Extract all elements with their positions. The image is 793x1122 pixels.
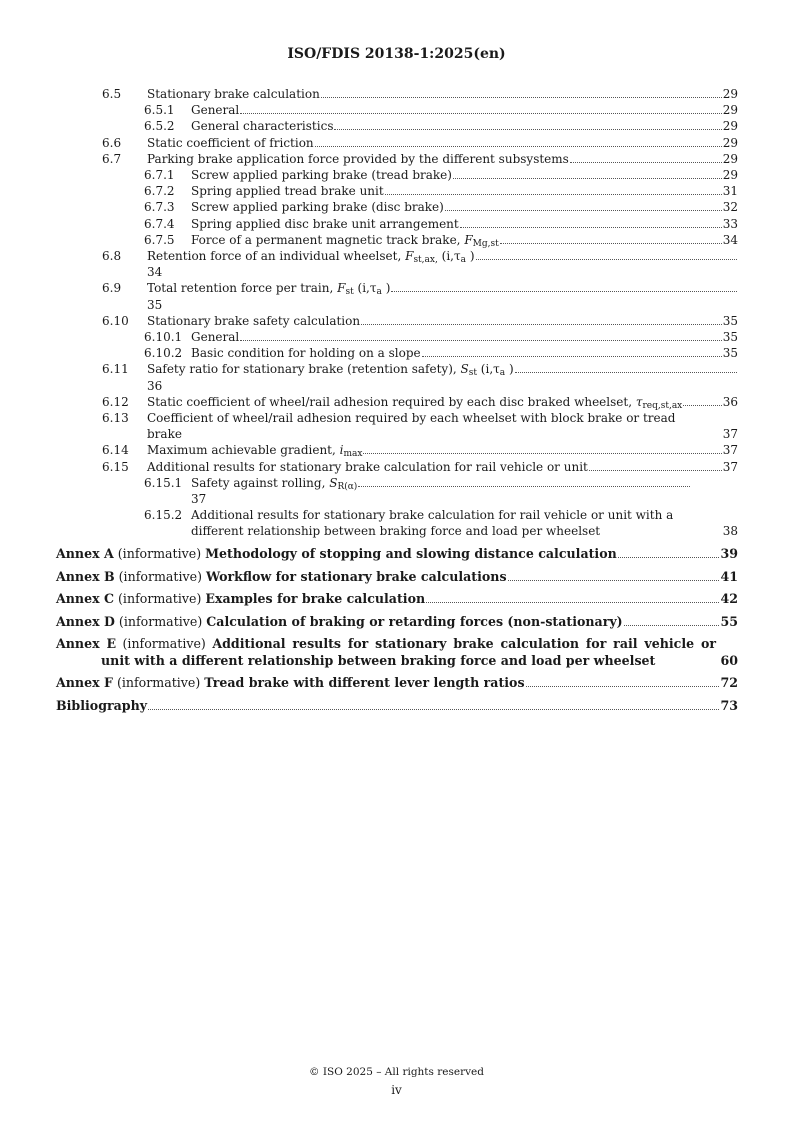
toc-title: Screw applied parking brake (disc brake) bbox=[191, 200, 444, 215]
toc-page: 35 bbox=[722, 313, 738, 328]
toc-entry-6-7[interactable] bbox=[56, 151, 738, 167]
annex-list bbox=[56, 546, 738, 691]
toc-page: 73 bbox=[720, 697, 738, 713]
annex-title: Additional results for stationary brake calculation for rail vehicle or unit with a different relationship between braking force and load per wheelset bbox=[101, 636, 716, 668]
toc-title bbox=[56, 614, 623, 630]
toc-entry-6-10-1[interactable] bbox=[56, 329, 738, 345]
toc-entry-6-7-5[interactable] bbox=[56, 232, 738, 248]
toc-number: 6.5.2 bbox=[144, 119, 175, 134]
toc-number: 6.5 bbox=[102, 87, 122, 101]
toc-title: Coefficient of wheel/rail adhesion required by each wheelset with block brake or tread brake bbox=[147, 411, 676, 442]
toc-page: 35 bbox=[722, 330, 738, 345]
toc-title: Additional results for stationary brake calculation for rail vehicle or unit with a different relationship between braking force and load per wheelset bbox=[191, 508, 674, 539]
toc-page: 29 bbox=[722, 151, 738, 166]
toc-number: 6.15.1 bbox=[144, 475, 183, 490]
annex-label: Annex B bbox=[56, 568, 115, 584]
toc-entry-annex[interactable] bbox=[56, 636, 738, 668]
toc-title: Bibliography bbox=[56, 697, 148, 713]
toc-entry-6-5-2[interactable] bbox=[56, 118, 738, 134]
toc-entry-bibliography[interactable] bbox=[56, 698, 738, 714]
toc-title bbox=[56, 546, 617, 562]
annex-title: Examples for brake calculation bbox=[205, 591, 426, 607]
toc-title bbox=[56, 569, 507, 585]
toc-title: Additional results for stationary brake calculation for rail vehicle or unit bbox=[147, 459, 588, 474]
toc-number: 6.7.2 bbox=[144, 184, 175, 199]
toc-entry-6-9[interactable] bbox=[56, 280, 738, 312]
page-number: iv bbox=[391, 1083, 402, 1097]
toc-entry-6-5-1[interactable] bbox=[56, 102, 738, 118]
toc-entry-6-10[interactable] bbox=[56, 313, 738, 329]
toc-page: 41 bbox=[720, 568, 738, 584]
toc-entry-6-13[interactable] bbox=[56, 410, 738, 442]
toc-page: 60 bbox=[720, 652, 738, 668]
toc-number: 6.10.2 bbox=[144, 346, 183, 361]
toc-number: 6.13 bbox=[102, 411, 129, 426]
toc-entry-6-6[interactable] bbox=[56, 135, 738, 151]
toc-page: 29 bbox=[722, 119, 738, 134]
toc-number: 6.7.5 bbox=[144, 232, 175, 247]
toc-page: 37 bbox=[722, 443, 738, 458]
annex-informative: (informative) bbox=[113, 546, 206, 562]
annex-title: Workflow for stationary brake calculations bbox=[205, 568, 507, 584]
toc-title bbox=[56, 675, 525, 691]
toc-page: 31 bbox=[722, 184, 738, 199]
toc-title: Stationary brake calculation bbox=[147, 87, 320, 101]
toc-title: Static coefficient of wheel/rail adhesion required by each disc braked wheelset, $\tau_{req,st,ax}$ bbox=[147, 394, 683, 411]
toc-entry-6-15-2[interactable] bbox=[56, 507, 738, 539]
toc-entry-6-14[interactable] bbox=[56, 442, 738, 458]
toc-title: Maximum achievable gradient, $i_{max}$ bbox=[147, 443, 363, 460]
annex-label: Annex D bbox=[56, 613, 115, 629]
toc-page: 35 bbox=[722, 346, 738, 361]
toc-title: Safety ratio for stationary brake (retention safety), $S_{st}$ ($i,\tau_a$ ) bbox=[147, 362, 514, 379]
toc-title bbox=[56, 591, 425, 607]
toc-title: Parking brake application force provided by the different subsystems bbox=[147, 151, 569, 166]
copyright-notice: © ISO 2025 – All rights reserved bbox=[309, 1066, 484, 1078]
toc-entry-6-15[interactable] bbox=[56, 459, 738, 475]
toc-page: 55 bbox=[720, 613, 738, 629]
toc-page: 37 bbox=[191, 492, 207, 507]
annex-label: Annex A bbox=[56, 546, 114, 562]
annex-label: Annex C bbox=[56, 591, 115, 607]
document-header: ISO/FDIS 20138-1:2025(en) bbox=[287, 46, 506, 62]
annex-informative: (informative) bbox=[114, 591, 206, 607]
toc-page: 38 bbox=[722, 524, 738, 539]
toc-entry-6-7-1[interactable] bbox=[56, 167, 738, 183]
toc-entry-6-5[interactable] bbox=[56, 86, 738, 102]
toc-entry-6-8[interactable] bbox=[56, 248, 738, 280]
toc-page: 42 bbox=[720, 591, 738, 607]
toc-entry-6-10-2[interactable] bbox=[56, 345, 738, 361]
toc-number: 6.7.3 bbox=[144, 200, 175, 215]
toc-number: 6.7 bbox=[102, 151, 122, 166]
annex-informative: (informative) bbox=[114, 568, 206, 584]
toc-number: 6.9 bbox=[102, 281, 122, 296]
toc-number: 6.11 bbox=[102, 362, 129, 377]
toc-entry-6-7-2[interactable] bbox=[56, 183, 738, 199]
toc-page: 39 bbox=[720, 546, 738, 562]
toc-entry-6-15-1[interactable] bbox=[56, 475, 738, 507]
toc-number: 6.8 bbox=[102, 249, 122, 264]
toc-entry-annex[interactable] bbox=[56, 591, 738, 607]
toc-entry-6-7-4[interactable] bbox=[56, 216, 738, 232]
toc-title: Spring applied tread brake unit bbox=[191, 184, 384, 199]
toc-number: 6.6 bbox=[102, 135, 122, 150]
toc-title: General bbox=[191, 330, 240, 345]
toc-page: 34 bbox=[722, 232, 738, 247]
annex-label: Annex E bbox=[56, 636, 117, 652]
toc-title: General characteristics bbox=[191, 119, 334, 134]
toc-number: 6.10.1 bbox=[144, 330, 183, 345]
toc-entry-6-12[interactable] bbox=[56, 394, 738, 410]
toc-title: Basic condition for holding on a slope bbox=[191, 346, 421, 361]
toc-page: 34 bbox=[147, 265, 163, 280]
annex-title: Calculation of braking or retarding forces (non-stationary) bbox=[206, 613, 623, 629]
toc-entry-6-7-3[interactable] bbox=[56, 199, 738, 215]
toc-entry-annex[interactable] bbox=[56, 569, 738, 585]
toc-title: Static coefficient of friction bbox=[147, 135, 314, 150]
toc-title bbox=[56, 636, 738, 668]
toc-entry-annex[interactable] bbox=[56, 675, 738, 691]
toc-number: 6.7.1 bbox=[144, 168, 175, 183]
annex-informative: (informative) bbox=[116, 636, 213, 652]
toc-number: 6.5.1 bbox=[144, 103, 175, 118]
toc-title: Retention force of an individual wheelset, $F_{st,ax,}$ ($i,\tau_a$ ) bbox=[147, 249, 475, 266]
toc-entry-6-11[interactable] bbox=[56, 361, 738, 393]
annex-label: Annex F bbox=[56, 675, 113, 691]
toc-page: 32 bbox=[722, 200, 738, 215]
toc-number: 6.14 bbox=[102, 443, 129, 458]
toc-page: 35 bbox=[147, 297, 163, 312]
toc-entry-annex[interactable] bbox=[56, 614, 738, 630]
toc-number: 6.15.2 bbox=[144, 508, 183, 523]
annex-title: Tread brake with different lever length ratios bbox=[204, 675, 525, 691]
toc-title: Spring applied disc brake unit arrangement bbox=[191, 216, 459, 231]
toc-title: Stationary brake safety calculation bbox=[147, 313, 361, 328]
toc-page: 29 bbox=[722, 135, 738, 150]
toc-number: 6.7.4 bbox=[144, 216, 175, 231]
toc-title: Screw applied parking brake (tread brake) bbox=[191, 168, 452, 183]
toc-number: 6.10 bbox=[102, 313, 129, 328]
toc-number: 6.12 bbox=[102, 394, 129, 409]
toc-title: General bbox=[191, 103, 240, 118]
toc-title: Safety against rolling, $S_{R(\alpha)}$ bbox=[191, 475, 358, 492]
toc-page: 33 bbox=[722, 216, 738, 231]
toc-title: Total retention force per train, $F_{st}$ ($i,\tau_a$ ) bbox=[147, 281, 391, 298]
annex-informative: (informative) bbox=[112, 675, 205, 691]
toc-page: 36 bbox=[722, 394, 738, 409]
table-of-contents bbox=[56, 86, 738, 714]
toc-page: 29 bbox=[722, 168, 738, 183]
toc-entry-annex[interactable] bbox=[56, 546, 738, 562]
toc-title: Force of a permanent magnetic track brake, $F_{Mg,st}$ bbox=[191, 232, 499, 249]
annex-informative: (informative) bbox=[114, 613, 207, 629]
toc-page: 37 bbox=[722, 427, 738, 442]
annex-title: Methodology of stopping and slowing distance calculation bbox=[205, 546, 617, 562]
toc-page: 37 bbox=[722, 459, 738, 474]
toc-page: 36 bbox=[147, 378, 163, 393]
toc-page: 72 bbox=[720, 675, 738, 691]
toc-page: 29 bbox=[722, 103, 738, 118]
toc-number: 6.15 bbox=[102, 459, 129, 474]
toc-page: 29 bbox=[722, 87, 738, 101]
